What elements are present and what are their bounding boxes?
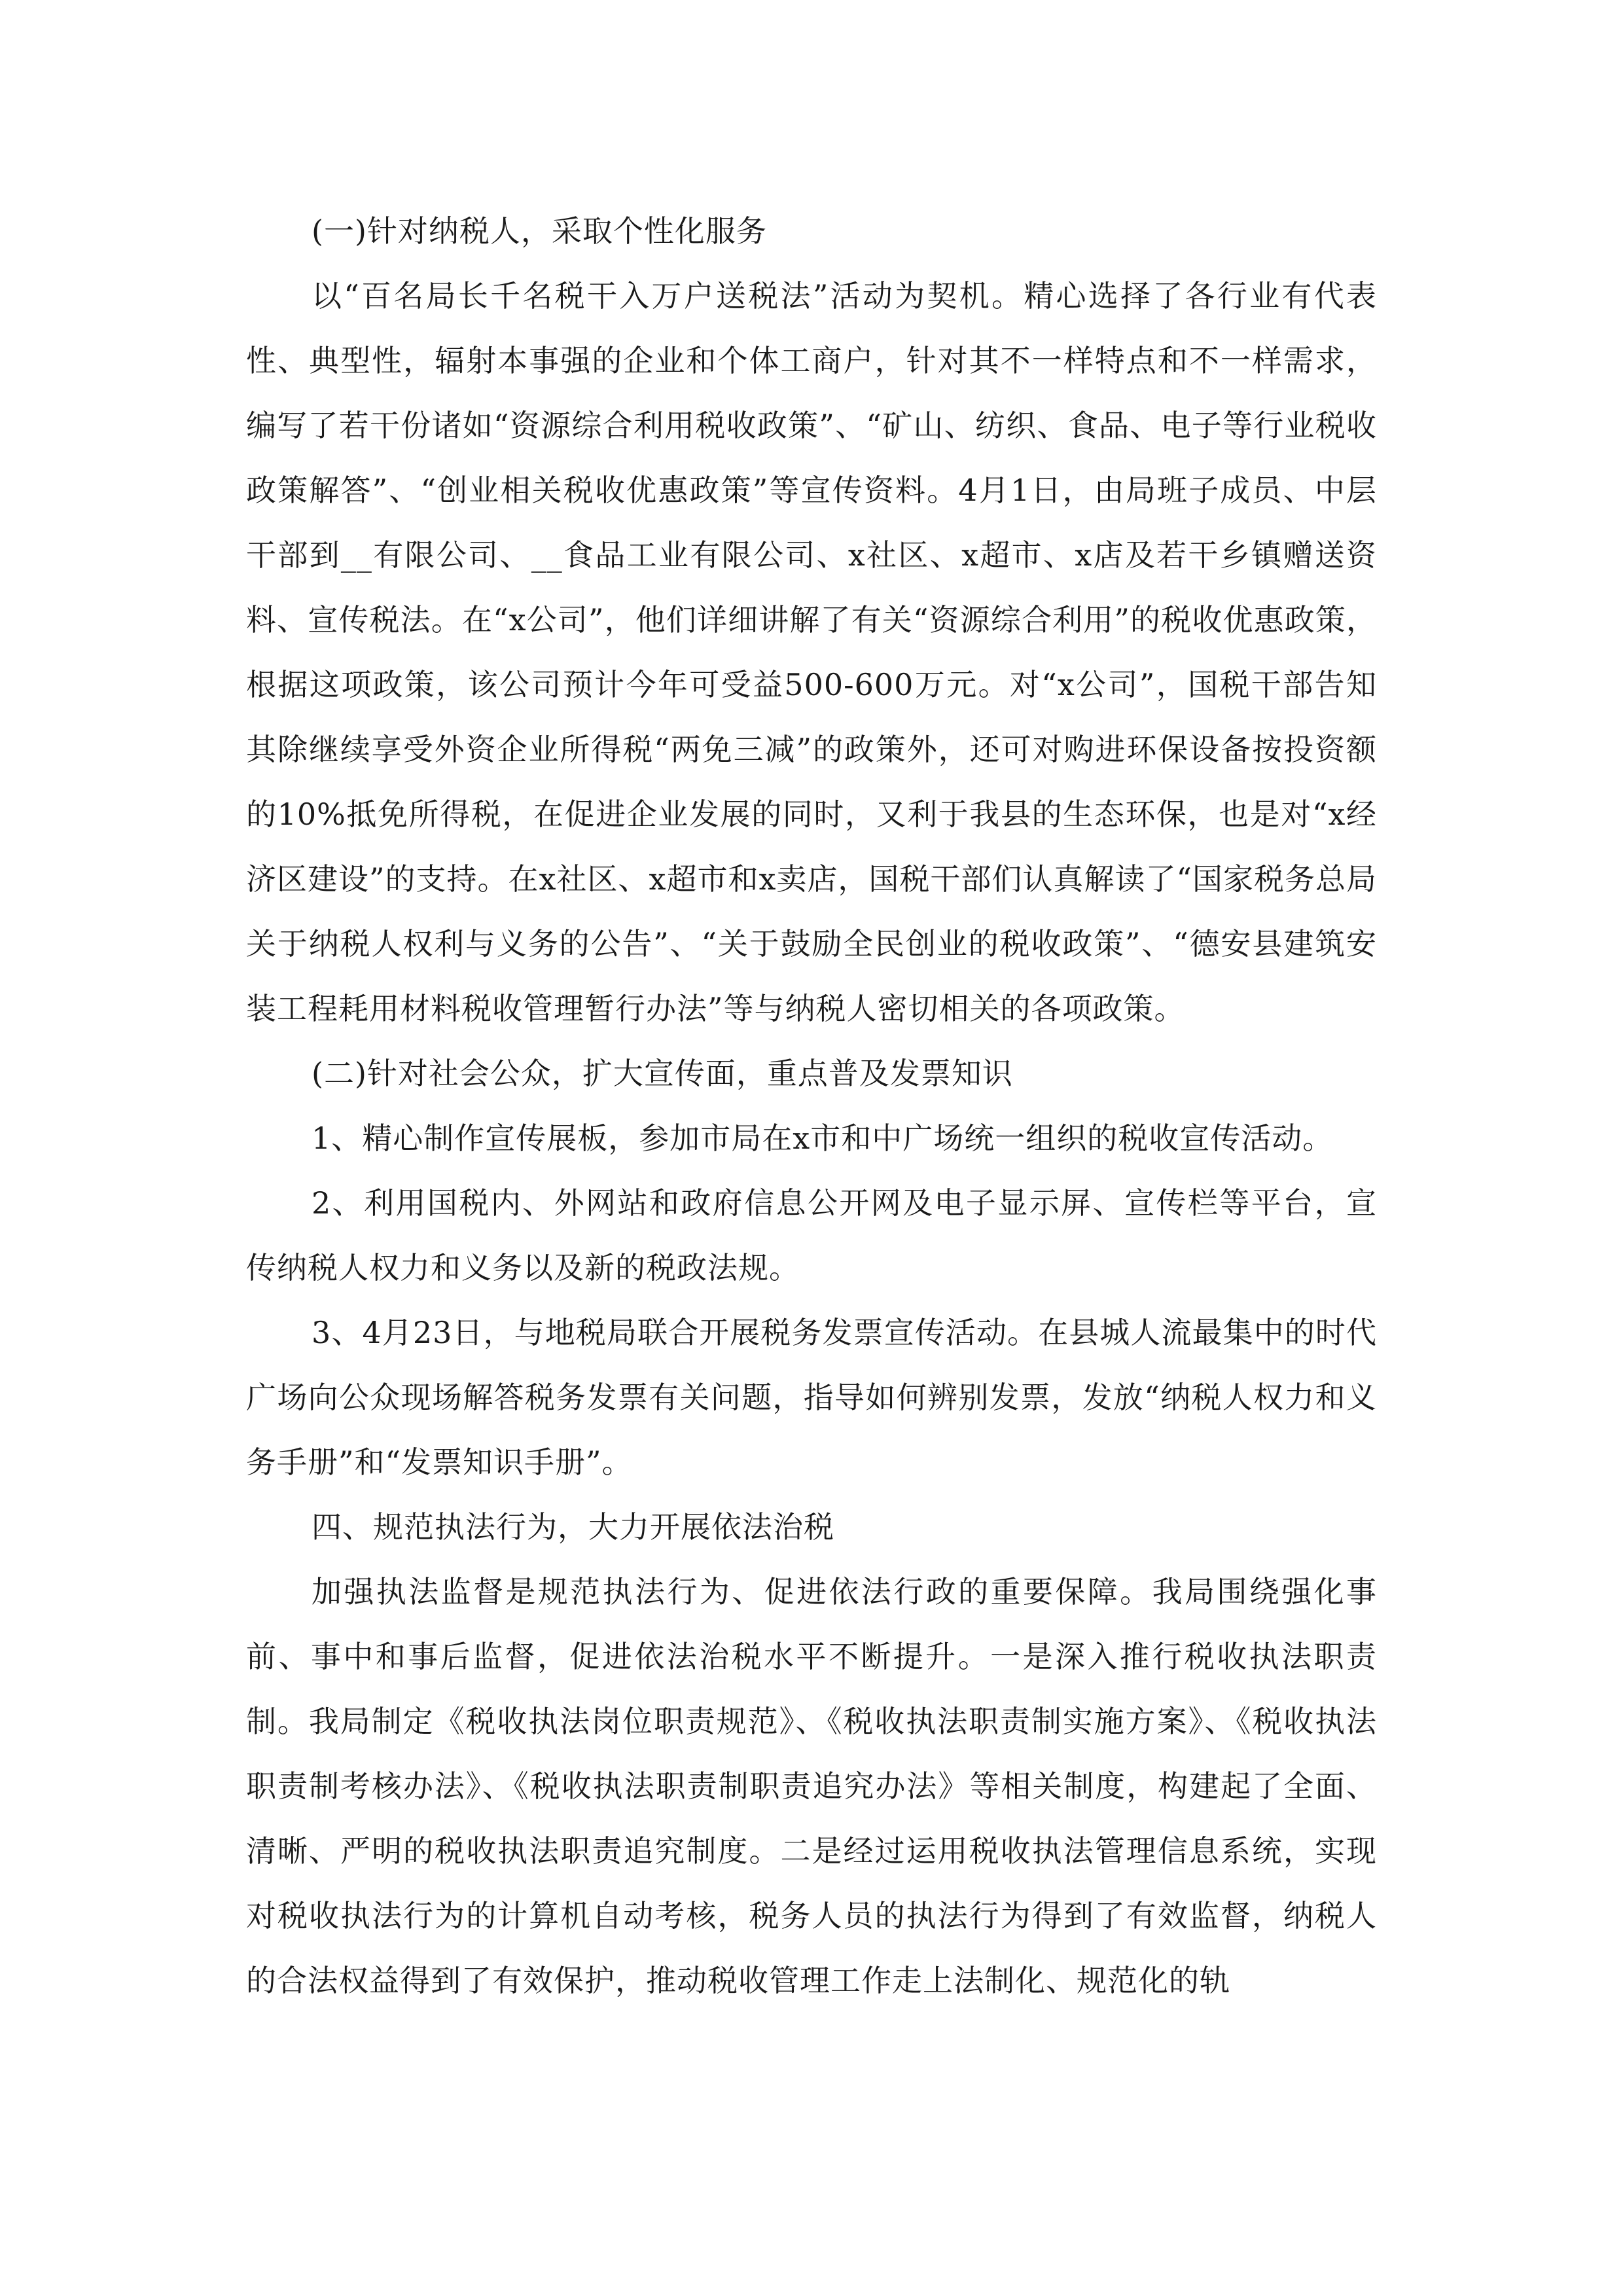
- document-body: [246, 199, 1377, 2013]
- paragraph-taxpayer-activities: 以“百名局长千名税干入万户送税法”活动为契机。精心选择了各行业有代表性、典型性，辐射本事强的企业和个体工商户，针对其不一样特点和不一样需求，编写了若干份诸如“资源综合利用税收政策”、“矿山、纺织、食品、电子等行业税收政策解答”、“创业相关税收优惠政策”等宣传资料。4月1日，由局班子成员、中层干部到__有限公司、__食品工业有限公司、x社区、x超市、x店及若干乡镇赠送资料、宣传税法。在“x公司”，他们详细讲解了有关“资源综合利用”的税收优惠政策，根据这项政策，该公司预计今年可受益500-600万元。对“x公司”，国税干部告知其除继续享受外资企业所得税“两免三减”的政策外，还可对购进环保设备按投资额的10%抵免所得税，在促进企业发展的同时，又利于我县的生态环保，也是对“x经济区建设”的支持。在x社区、x超市和x卖店，国税干部们认真解读了“国家税务总局关于纳税人权利与义务的公告”、“关于鼓励全民创业的税收政策”、“德安县建筑安装工程耗用材料税收管理暂行办法”等与纳税人密切相关的各项政策。: [246, 278, 1377, 1026]
- section-heading-public-publicity: (二)针对社会公众，扩大宣传面，重点普及发票知识: [312, 1056, 1013, 1091]
- paragraph-law-enforcement: 加强执法监督是规范执法行为、促进依法行政的重要保障。我局围绕强化事前、事中和事后监督，促进依法治税水平不断提升。一是深入推行税收执法职责制。我局制定《税收执法岗位职责规范》、《税收执法职责制实施方案》、《税收执法职责制考核办法》、《税收执法职责制职责追究办法》等相关制度，构建起了全面、清晰、严明的税收执法职责追究制度。二是经过运用税收执法管理信息系统，实现对税收执法行为的计算机自动考核，税务人员的执法行为得到了有效监督，纳税人的合法权益得到了有效保护，推动税收管理工作走上法制化、规范化的轨: [246, 1574, 1377, 1998]
- section-heading-law-enforcement: 四、规范执法行为，大力开展依法治税: [312, 1509, 834, 1545]
- list-item-1: 1、精心制作宣传展板，参加市局在x市和中广场统一组织的税收宣传活动。: [312, 1121, 1334, 1156]
- list-item-3: 3、4月23日，与地税局联合开展税务发票宣传活动。在县城人流最集中的时代广场向公众现场解答税务发票有关问题，指导如何辨别发票，发放“纳税人权力和义务手册”和“发票知识手册”。: [246, 1315, 1377, 1480]
- section-heading-taxpayer-service: (一)针对纳税人，采取个性化服务: [312, 213, 767, 249]
- list-item-2: 2、利用国税内、外网站和政府信息公开网及电子显示屏、宣传栏等平台，宣传纳税人权力和义务以及新的税政法规。: [246, 1185, 1377, 1285]
